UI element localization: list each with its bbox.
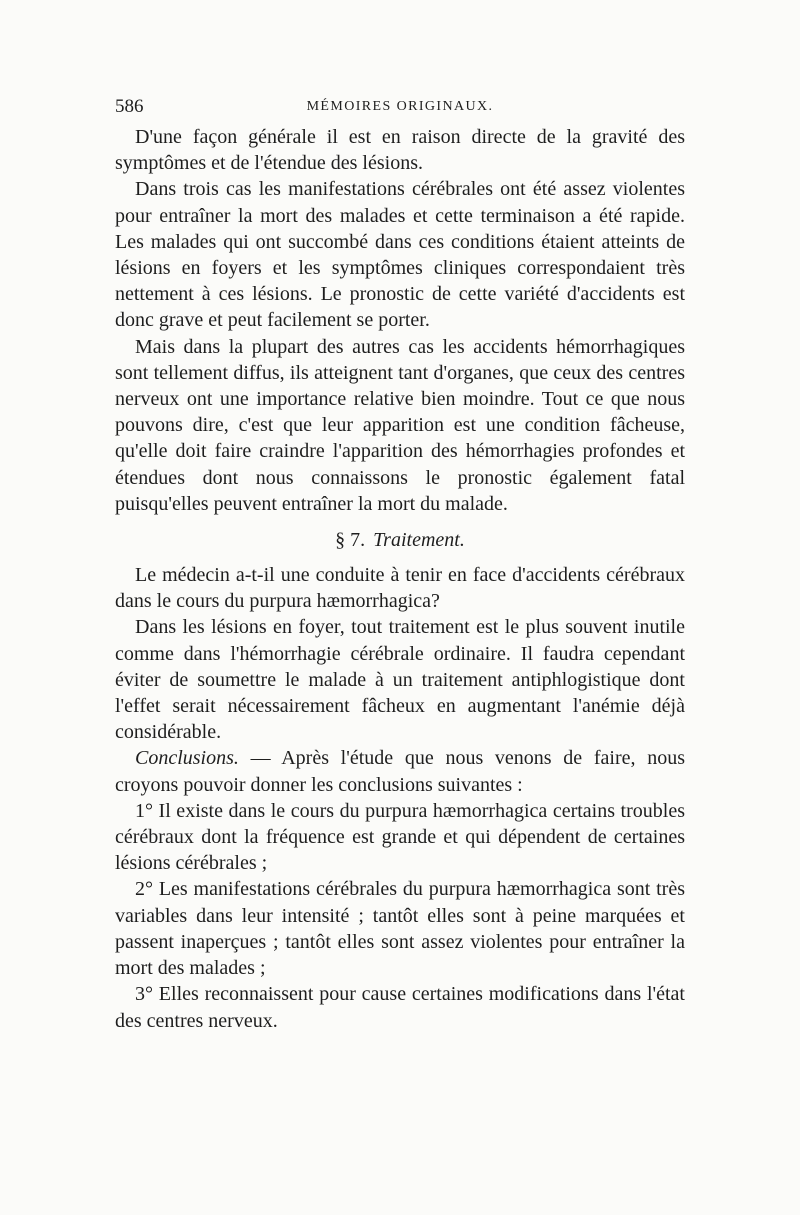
conclusion-item: 3° Elles reconnaissent pour cause certaines modifications dans l'état des centres nerveux. xyxy=(115,983,685,1032)
conclusions-lead: Conclusions. xyxy=(135,747,239,770)
conclusions-paragraph xyxy=(115,745,685,797)
section-title: Traitement. xyxy=(373,529,465,552)
section-heading xyxy=(115,527,685,553)
section-number: § 7. xyxy=(335,529,366,552)
paragraph: Dans les lésions en foyer, tout traitement est le plus souvent inutile comme dans l'hémorrhagie cérébrale ordinaire. Il faudra cependant éviter de soumettre le malade à un traitement antiphlogistique dont l'effet serait nécessairement fâcheux en augmentant l'anémie déjà considérable. xyxy=(115,616,685,744)
page-header xyxy=(115,96,685,124)
paragraph: Le médecin a-t-il une conduite à tenir en face d'accidents cérébraux dans le cours du purpura hæmorrhagica? xyxy=(115,564,685,613)
paragraph: Mais dans la plupart des autres cas les accidents hémorrhagiques sont tellement diffus, ils atteignent tant d'organes, que ceux des centres nerveux ont une importance relative bien moindre. Tout ce que nous pouvons dire, c'est que leur apparition est une condition fâcheuse, qu'elle doit faire craindre l'apparition des hémorrhagies profondes et étendues dont nous connaissons le pronostic également fatal puisqu'elles peuvent entraîner la mort du malade. xyxy=(115,335,685,515)
running-head: MÉMOIRES ORIGINAUX. xyxy=(306,99,494,114)
page-number: 586 xyxy=(115,96,144,117)
conclusions-intro: — Après l'étude que nous venons de faire, nous croyons pouvoir donner les conclusions suivantes : xyxy=(115,747,685,796)
page xyxy=(115,96,685,1034)
conclusion-item: 2° Les manifestations cérébrales du purpura hæmorrhagica sont très variables dans leur intensité ; tantôt elles sont à peine marquées et passent inaperçues ; tantôt elles sont assez violentes pour entraîner la mort des malades ; xyxy=(115,878,685,980)
conclusion-item: 1° Il existe dans le cours du purpura hæmorrhagica certains troubles cérébraux dont la fréquence est grande et qui dépendent de certaines lésions cérébrales ; xyxy=(115,799,685,875)
paragraph: Dans trois cas les manifestations cérébrales ont été assez violentes pour entraîner la mort des malades et cette terminaison a été rapide. Les malades qui ont succombé dans ces conditions étaient atteints de lésions en foyers et les symptômes cliniques correspondaient très nettement à ces lésions. Le pronostic de cette variété d'accidents est donc grave et peut facilement se porter. xyxy=(115,178,685,332)
paragraph: D'une façon générale il est en raison directe de la gravité des symptômes et de l'étendue des lésions. xyxy=(115,126,685,175)
